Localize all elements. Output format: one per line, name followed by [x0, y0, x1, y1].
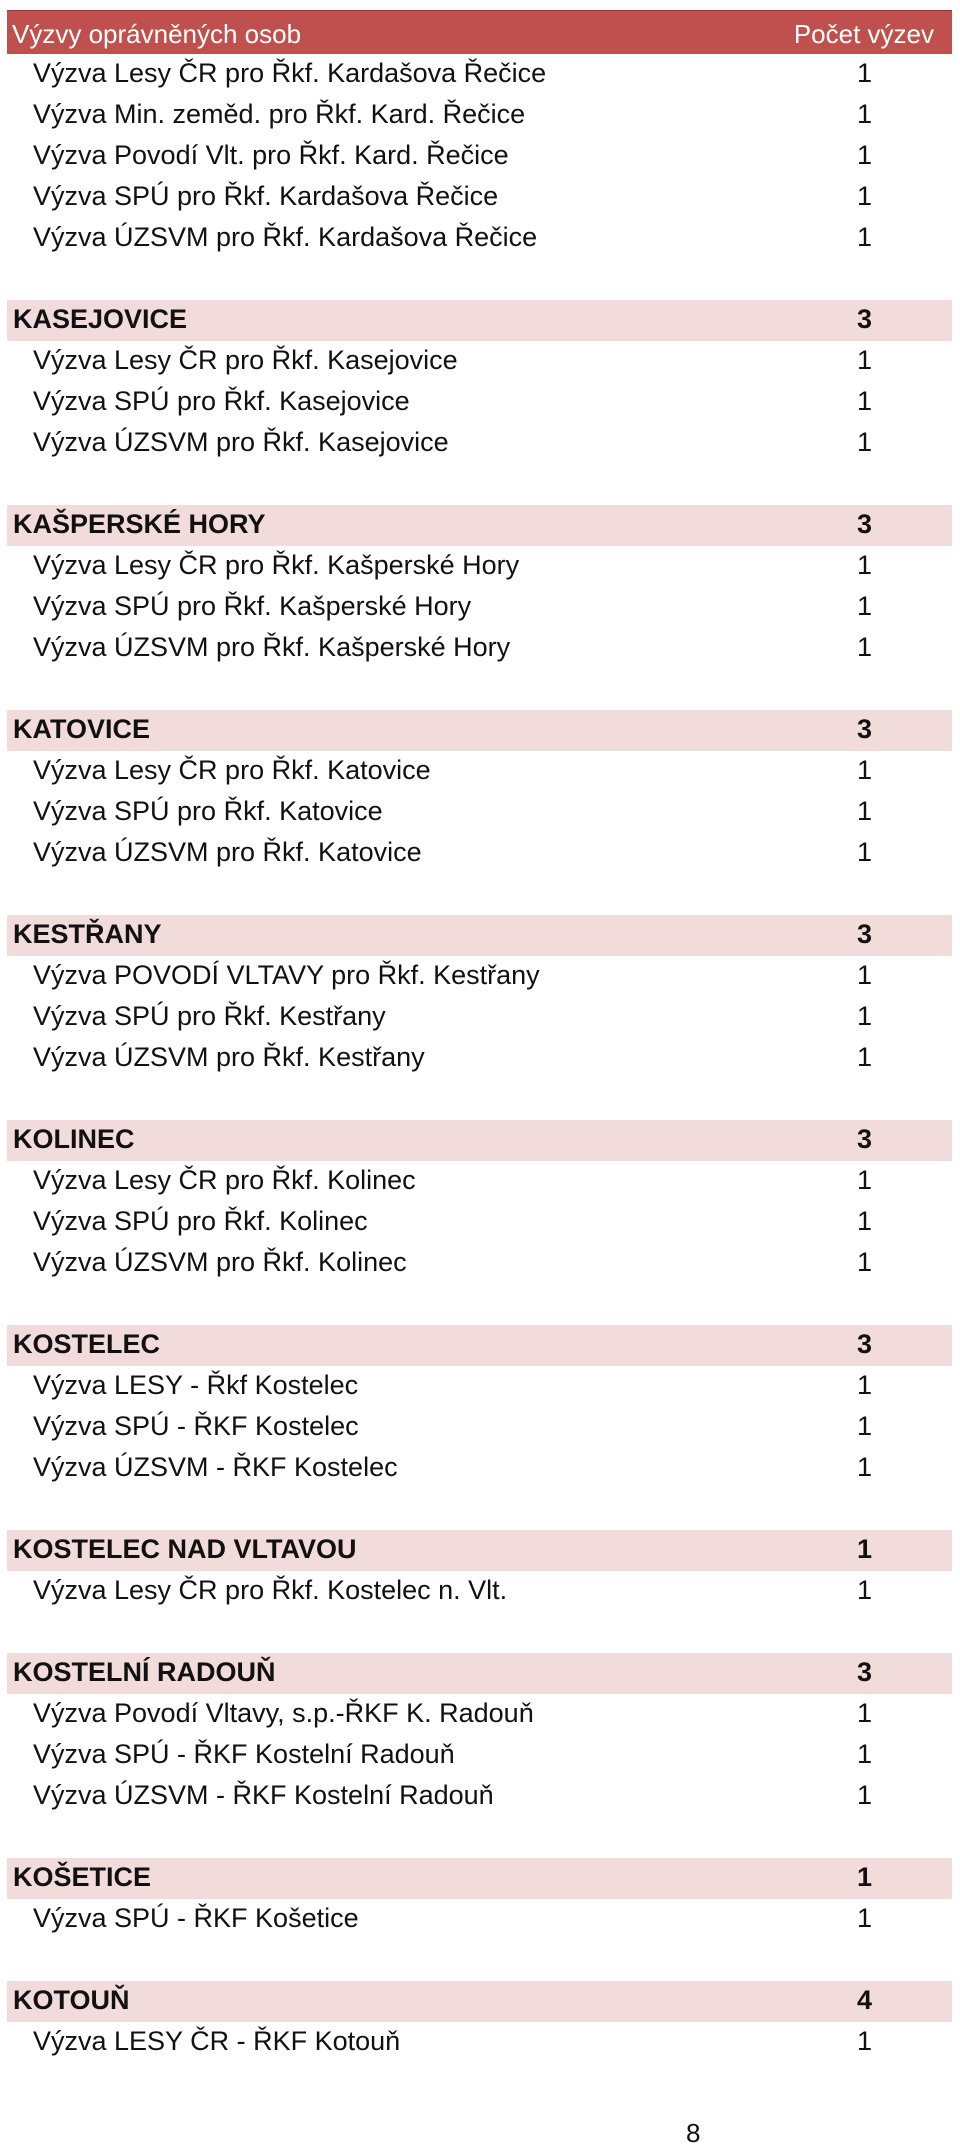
item-row-count: 1: [856, 386, 872, 416]
item-row-count: 1: [856, 1370, 872, 1400]
header-count-label: Počet výzev: [793, 19, 934, 49]
group-row: [7, 1653, 952, 1694]
item-row-label: Výzva SPÚ pro Řkf. Katovice: [33, 796, 383, 826]
item-row-count: 1: [856, 1452, 872, 1482]
item-row: [7, 956, 952, 997]
item-row: [7, 997, 952, 1038]
group-row-label: KOŠETICE: [13, 1862, 152, 1892]
item-row-label: Výzva SPÚ pro Řkf. Kardašova Řečice: [33, 181, 499, 211]
item-row-label: Výzva SPÚ pro Řkf. Kolinec: [33, 1206, 368, 1236]
item-row: [7, 1571, 952, 1612]
spacer-row: [7, 1489, 952, 1530]
item-row-count: 1: [856, 1739, 872, 1769]
item-row: [7, 1694, 952, 1735]
group-row-count: 4: [856, 1985, 872, 2015]
group-row-label: KOSTELNÍ RADOUŇ: [13, 1657, 276, 1687]
item-row: [7, 546, 952, 587]
item-row: [7, 341, 952, 382]
group-row-label: KATOVICE: [13, 714, 151, 744]
item-row-count: 1: [856, 1042, 872, 1072]
spacer-row: [7, 874, 952, 915]
page-number: 8: [686, 2118, 701, 2148]
item-row: [7, 792, 952, 833]
group-row-count: 3: [856, 1329, 872, 1359]
item-row-label: Výzva Min. zeměd. pro Řkf. Kard. Řečice: [33, 99, 526, 129]
item-row-label: Výzva SPÚ - ŘKF Košetice: [33, 1903, 359, 1933]
item-row-count: 1: [856, 222, 872, 252]
table-body: [7, 54, 952, 2063]
group-row: [7, 1120, 952, 1161]
spacer-row: [7, 1284, 952, 1325]
item-row-label: Výzva ÚZSVM pro Řkf. Kolinec: [33, 1247, 407, 1277]
item-row-label: Výzva LESY ČR - ŘKF Kotouň: [33, 2026, 401, 2056]
item-row: [7, 1243, 952, 1284]
spacer-row: [7, 1940, 952, 1981]
group-row-label: KOLINEC: [13, 1124, 135, 1154]
item-row-count: 1: [856, 1411, 872, 1441]
item-row-count: 1: [856, 1780, 872, 1810]
item-row: [7, 136, 952, 177]
item-row: [7, 95, 952, 136]
item-row-label: Výzva SPÚ pro Řkf. Kestřany: [33, 1001, 386, 1031]
group-row: [7, 505, 952, 546]
group-row: [7, 710, 952, 751]
item-row-count: 1: [856, 1247, 872, 1277]
group-row-count: 3: [856, 1124, 872, 1154]
item-row-label: Výzva Lesy ČR pro Řkf. Kašperské Hory: [33, 550, 520, 580]
group-row: [7, 1530, 952, 1571]
spacer-row: [7, 1817, 952, 1858]
item-row-label: Výzva SPÚ pro Řkf. Kašperské Hory: [33, 591, 472, 621]
item-row-label: Výzva SPÚ pro Řkf. Kasejovice: [33, 386, 410, 416]
item-row: [7, 54, 952, 95]
item-row: [7, 1407, 952, 1448]
item-row: [7, 1161, 952, 1202]
item-row-count: 1: [856, 1206, 872, 1236]
spacer-row: [7, 1612, 952, 1653]
item-row-count: 1: [856, 181, 872, 211]
item-row-label: Výzva ÚZSVM pro Řkf. Kasejovice: [33, 427, 449, 457]
group-row-count: 3: [856, 304, 872, 334]
item-row: [7, 1448, 952, 1489]
item-row-label: Výzva Lesy ČR pro Řkf. Kolinec: [33, 1165, 416, 1195]
item-row-count: 1: [856, 1698, 872, 1728]
item-row-count: 1: [856, 960, 872, 990]
item-row-count: 1: [856, 755, 872, 785]
item-row: [7, 833, 952, 874]
group-row-count: 3: [856, 919, 872, 949]
group-row: [7, 915, 952, 956]
item-row: [7, 1038, 952, 1079]
item-row: [7, 2022, 952, 2063]
group-row-label: KESTŘANY: [13, 919, 162, 949]
item-row-count: 1: [856, 58, 872, 88]
table-header: [7, 10, 952, 54]
group-row-count: 1: [856, 1534, 872, 1564]
group-row: [7, 1981, 952, 2022]
item-row: [7, 1202, 952, 1243]
item-row: [7, 382, 952, 423]
item-row: [7, 1735, 952, 1776]
item-row-count: 1: [856, 632, 872, 662]
item-row-count: 1: [856, 2026, 872, 2056]
group-row-count: 3: [856, 509, 872, 539]
group-row: [7, 1858, 952, 1899]
group-row: [7, 300, 952, 341]
group-row-count: 3: [856, 1657, 872, 1687]
item-row-label: Výzva ÚZSVM pro Řkf. Katovice: [33, 837, 422, 867]
group-row: [7, 1325, 952, 1366]
spacer-row: [7, 464, 952, 505]
item-row: [7, 218, 952, 259]
item-row: [7, 423, 952, 464]
group-row-label: KOSTELEC NAD VLTAVOU: [13, 1534, 357, 1564]
item-row-label: Výzva Povodí Vltavy, s.p.-ŘKF K. Radouň: [33, 1698, 534, 1728]
group-row-label: KOTOUŇ: [13, 1985, 130, 2015]
item-row-label: Výzva Lesy ČR pro Řkf. Kasejovice: [33, 345, 458, 375]
item-row: [7, 177, 952, 218]
spacer-row: [7, 259, 952, 300]
item-row-label: Výzva ÚZSVM - ŘKF Kostelec: [33, 1452, 398, 1482]
item-row-label: Výzva SPÚ - ŘKF Kostelní Radouň: [33, 1739, 455, 1769]
item-row: [7, 1899, 952, 1940]
item-row: [7, 587, 952, 628]
header-title: Výzvy oprávněných osob: [12, 19, 302, 49]
item-row-count: 1: [856, 140, 872, 170]
spacer-row: [7, 669, 952, 710]
item-row: [7, 751, 952, 792]
item-row-count: 1: [856, 591, 872, 621]
group-row-count: 3: [856, 714, 872, 744]
item-row-count: 1: [856, 1903, 872, 1933]
item-row-label: Výzva ÚZSVM - ŘKF Kostelní Radouň: [33, 1780, 494, 1810]
item-row-count: 1: [856, 1001, 872, 1031]
item-row-count: 1: [856, 427, 872, 457]
item-row-count: 1: [856, 99, 872, 129]
group-row-label: KOSTELEC: [13, 1329, 161, 1359]
item-row-count: 1: [856, 796, 872, 826]
group-row-label: KASEJOVICE: [13, 304, 188, 334]
group-row-count: 1: [856, 1862, 872, 1892]
item-row-label: Výzva Povodí Vlt. pro Řkf. Kard. Řečice: [33, 140, 509, 170]
item-row: [7, 1776, 952, 1817]
item-row-label: Výzva SPÚ - ŘKF Kostelec: [33, 1411, 359, 1441]
report-table: [7, 10, 952, 2063]
item-row-label: Výzva ÚZSVM pro Řkf. Kardašova Řečice: [33, 222, 538, 252]
item-row-label: Výzva ÚZSVM pro Řkf. Kašperské Hory: [33, 632, 511, 662]
item-row: [7, 628, 952, 669]
item-row-label: Výzva Lesy ČR pro Řkf. Kardašova Řečice: [33, 58, 547, 88]
item-row-count: 1: [856, 1575, 872, 1605]
spacer-row: [7, 1079, 952, 1120]
group-row-label: KAŠPERSKÉ HORY: [13, 509, 266, 539]
item-row-count: 1: [856, 837, 872, 867]
item-row: [7, 1366, 952, 1407]
item-row-label: Výzva POVODÍ VLTAVY pro Řkf. Kestřany: [33, 960, 540, 990]
item-row-label: Výzva Lesy ČR pro Řkf. Katovice: [33, 755, 431, 785]
item-row-count: 1: [856, 345, 872, 375]
item-row-label: Výzva Lesy ČR pro Řkf. Kostelec n. Vlt.: [33, 1575, 508, 1605]
item-row-label: Výzva ÚZSVM pro Řkf. Kestřany: [33, 1042, 425, 1072]
item-row-label: Výzva LESY - Řkf Kostelec: [33, 1370, 359, 1400]
item-row-count: 1: [856, 1165, 872, 1195]
item-row-count: 1: [856, 550, 872, 580]
